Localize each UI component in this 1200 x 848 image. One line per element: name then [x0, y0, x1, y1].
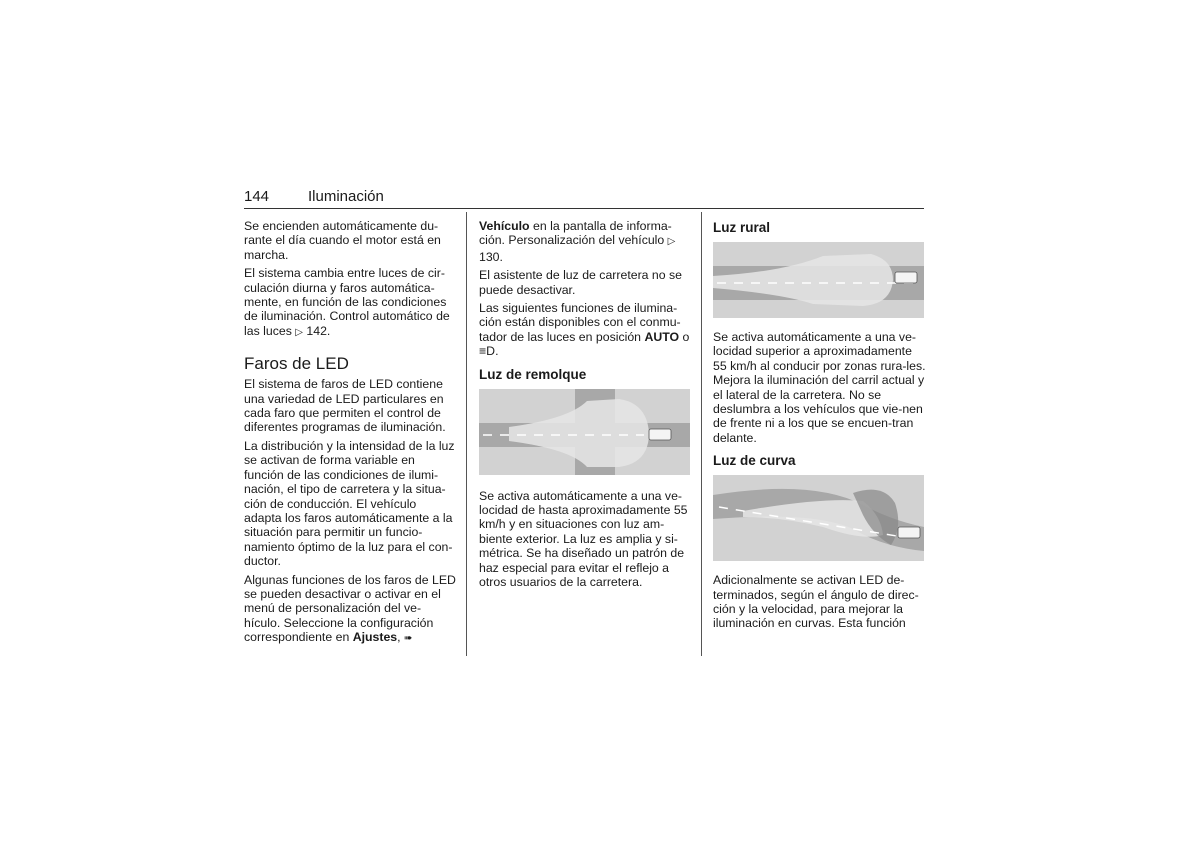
paragraph: [244, 573, 457, 647]
menu-label-vehiculo: Vehículo: [479, 219, 530, 233]
paragraph: Se activa automáticamente a una ve-locidad superior a aproximadamente 55 km/h al conducir por zonas rura-les. Mejora la iluminación del carril actual y el lateral de la carretera. No se deslumbra a los vehículos que vie-nen de frente ni a los que se encuen-tran delante.: [713, 330, 926, 445]
paragraph: Adicionalmente se activan LED de-terminados, según el ángulo de direc-ción y la velocidad, para mejorar la iluminación en curvas. Esta función: [713, 573, 919, 631]
cornering-light-illustration: [713, 475, 924, 561]
paragraph-text: .: [495, 344, 499, 359]
page-number: 144: [244, 188, 270, 205]
column-2: [479, 219, 691, 594]
paragraph: [244, 266, 457, 340]
separator: ,: [397, 630, 401, 645]
paragraph: El sistema de faros de LED contiene una variedad de LED particulares en cada faro que permiten el control de diferentes programas de iluminación.: [244, 377, 446, 435]
section-heading: Faros de LED: [244, 354, 349, 374]
subsection-heading: Luz rural: [713, 220, 771, 235]
paragraph-text: en la pantalla de informa-ción. Personalización del vehículo: [479, 219, 672, 248]
column-divider: [701, 212, 702, 656]
paragraph: [479, 301, 691, 359]
page-header: [244, 188, 924, 210]
paragraph-text: El sistema cambia entre luces de cir-culación diurna y faros automática-mente, en función de las condiciones de iluminación. Control automático de las luces: [244, 266, 450, 338]
paragraph-text: Las siguientes funciones de ilumina-ción están disponibles con el conmu-tador de las luces en posición: [479, 301, 681, 344]
paragraph: La distribución y la intensidad de la luz se activan de forma variable en función de las condiciones de ilumi-nación, el tipo de carretera y la situa-ción de conducción. El vehículo adapta los faros automáticamente a la situación para permitir un funcio-namiento óptimo de la luz para el con-ductor.: [244, 438, 455, 569]
switch-position-auto: AUTO: [644, 329, 680, 344]
menu-label-ajustes: Ajustes: [352, 630, 398, 645]
section-title: Iluminación: [308, 188, 384, 205]
paragraph-text: Algunas funciones de los faros de LED se pueden desactivar o activar en el menú de personalización del ve-hículo. Seleccione la configuración correspondiente en: [244, 572, 456, 645]
page-reference: 130.: [479, 249, 503, 264]
paragraph-text: o: [682, 329, 690, 344]
paragraph: Se encienden automáticamente du-rante el día cuando el motor está en marcha.: [244, 219, 441, 262]
paragraph: [479, 219, 691, 264]
header-rule: [244, 208, 924, 209]
column-1: [244, 219, 457, 651]
auto-headlight-icon: ≡D: [479, 344, 496, 359]
country-light-illustration: [713, 242, 924, 318]
page-reference-icon: ▷: [295, 326, 303, 338]
subsection-heading: Luz de curva: [713, 453, 796, 469]
subsection-heading: Luz de remolque: [479, 366, 587, 382]
column-3: [713, 219, 926, 635]
town-light-illustration: [479, 389, 690, 475]
column-divider: [466, 212, 467, 656]
page-reference: 142.: [306, 323, 331, 338]
settings-arrow-icon: ➠: [403, 633, 413, 645]
paragraph: El asistente de luz de carretera no se puede desactivar.: [479, 268, 683, 297]
paragraph: Se activa automáticamente a una ve-locidad de hasta aproximadamente 55 km/h y en situaciones con luz am-biente exterior. La luz es amplia y si-métrica. Se ha diseñado un patrón de haz especial para evitar el reflejo a otros usuarios de la carretera.: [479, 488, 688, 590]
page-reference-icon: ▷: [667, 236, 676, 248]
